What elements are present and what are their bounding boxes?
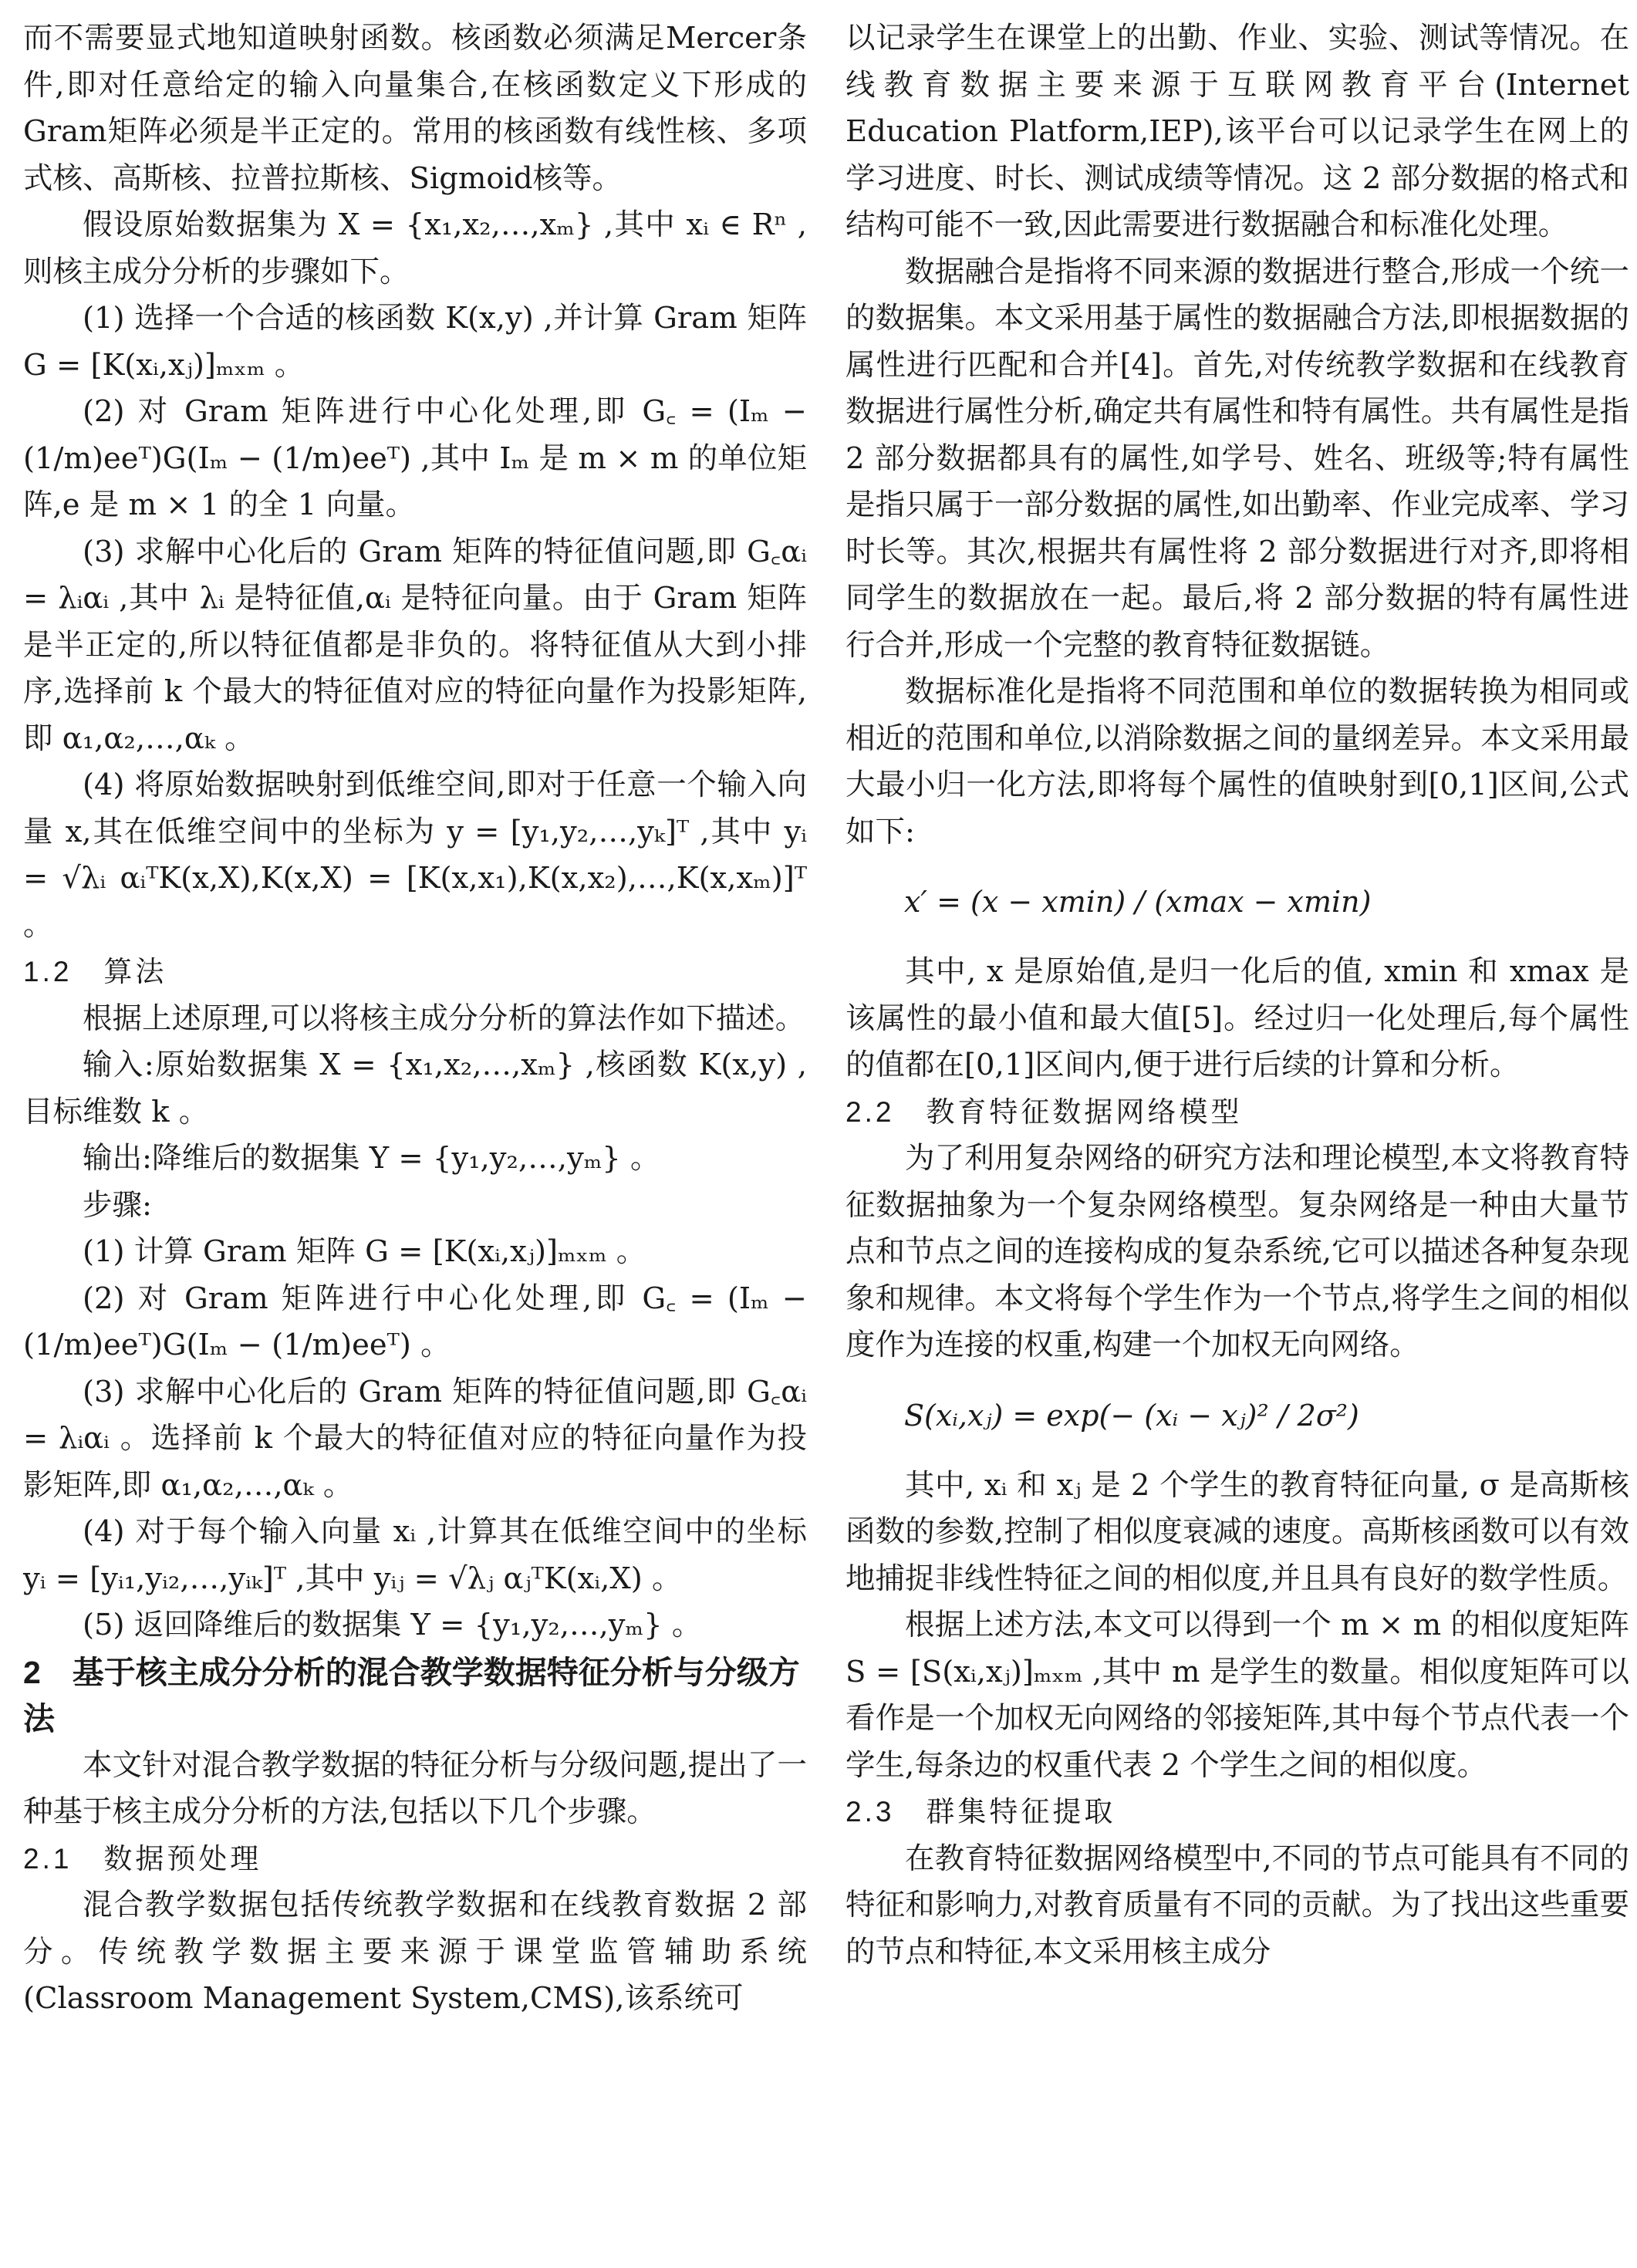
section-heading-2-2: 2.2 教育特征数据网络模型: [846, 1095, 1243, 1128]
section-heading-2: 2 基于核主成分分析的混合教学数据特征分析与分级方法: [23, 1654, 800, 1736]
network-model-paragraph: 为了利用复杂网络的研究方法和理论模型,本文将教育特征数据抽象为一个复杂网络模型。复杂网络是一种由大量节点和节点之间的连接构成的复杂系统,它可以描述各种复杂现象和规律。本文将每个学生作为一个节点,将学生之间的相似度作为连接的权重,构建一个加权无向网络。: [846, 1141, 1629, 1362]
algorithm-output: 输出:降维后的数据集 Y = {y₁,y₂,…,yₘ} 。: [83, 1141, 660, 1176]
left-paragraph-2: 假设原始数据集为 X = {x₁,x₂,…,xₘ} ,其中 xᵢ ∈ Rⁿ ,则核主成分分析的步骤如下。: [23, 208, 807, 289]
similarity-matrix-paragraph: 根据上述方法,本文可以得到一个 m × m 的相似度矩阵 S = [S(xᵢ,xⱼ)]ₘₓₘ ,其中 m 是学生的数量。相似度矩阵可以看作是一个加权无向网络的邻接矩阵,其中每个节点代表一个学生,每条边的权重代表 2 个学生之间的相似度。: [846, 1608, 1629, 1783]
normalization-explanation: 其中, x 是原始值,是归一化后的值, xmin 和 xmax 是该属性的最小值和最大值[5]。经过归一化处理后,每个属性的值都在[0,1]区间内,便于进行后续的计算和分析。: [846, 954, 1629, 1082]
left-column: [23, 15, 807, 2023]
left-step-2: (2) 对 Gram 矩阵进行中心化处理,即 G꜀ = (Iₘ − (1/m)eeᵀ)G(Iₘ − (1/m)eeᵀ) ,其中 Iₘ 是 m × m 的单位矩阵,e 是 m × 1 的全 1 向量。: [23, 394, 807, 522]
normalization-formula: [846, 856, 1629, 949]
left-paragraph-1: 而不需要显式地知道映射函数。核函数必须满足Mercer条件,即对任意给定的输入向量集合,在核函数定义下形成的Gram矩阵必须是半正定的。常用的核函数有线性核、多项式核、高斯核、拉普拉斯核、Sigmoid核等。: [23, 21, 807, 196]
section-heading-2-1: 2.1 数据预处理: [23, 1842, 262, 1875]
section-heading-2-3: 2.3 群集特征提取: [846, 1796, 1116, 1828]
algorithm-step-5: (5) 返回降维后的数据集 Y = {y₁,y₂,…,yₘ} 。: [83, 1608, 702, 1642]
right-paragraph-1: 以记录学生在课堂上的出勤、作业、实验、测试等情况。在线教育数据主要来源于互联网教育平台(Internet Education Platform,IEP),该平台可以记录学生在网上的学习进度、时长、测试成绩等情况。这 2 部分数据的格式和结构可能不一致,因此需要进行数据融合和标准化处理。: [846, 21, 1629, 242]
right-column: [846, 15, 1629, 1976]
left-step-1: (1) 选择一个合适的核函数 K(x,y) ,并计算 Gram 矩阵 G = [K(xᵢ,xⱼ)]ₘₓₘ 。: [23, 301, 807, 383]
algorithm-steps-label: 步骤:: [83, 1187, 152, 1223]
left-algorithm-intro: 根据上述原理,可以将核主成分分析的算法作如下描述。: [83, 1001, 805, 1036]
algorithm-input: 输入:原始数据集 X = {x₁,x₂,…,xₘ} ,核函数 K(x,y) ,目标维数 k 。: [23, 1048, 807, 1129]
data-fusion-paragraph: 数据融合是指将不同来源的数据进行整合,形成一个统一的数据集。本文采用基于属性的数据融合方法,即根据数据的属性进行匹配和合并[4]。首先,对传统教学数据和在线教育数据进行属性分析,确定共有属性和特有属性。共有属性是指 2 部分数据都具有的属性,如学号、姓名、班级等;特有属性是指只属于一部分数据的属性,如出勤率、作业完成率、学习时长等。其次,根据共有属性将 2 部分数据进行对齐,即将相同学生的数据放在一起。最后,将 2 部分数据的特有属性进行合并,形成一个完整的教育特征数据链。: [846, 254, 1629, 663]
algorithm-step-2: (2) 对 Gram 矩阵进行中心化处理,即 G꜀ = (Iₘ − (1/m)eeᵀ)G(Iₘ − (1/m)eeᵀ) 。: [23, 1281, 807, 1362]
section-2-intro: 本文针对混合教学数据的特征分析与分级问题,提出了一种基于核主成分分析的方法,包括以下几个步骤。: [23, 1747, 807, 1829]
data-normalization-paragraph: 数据标准化是指将不同范围和单位的数据转换为相同或相近的范围和单位,以消除数据之间的量纲差异。本文采用最大最小归一化方法,即将每个属性的值映射到[0,1]区间,公式如下:: [846, 674, 1629, 849]
data-preprocessing-paragraph: 混合教学数据包括传统教学数据和在线教育数据 2 部分。传统教学数据主要来源于课堂监管辅助系统(Classroom Management System,CMS),该系统可: [23, 1888, 807, 2016]
algorithm-step-1: (1) 计算 Gram 矩阵 G = [K(xᵢ,xⱼ)]ₘₓₘ 。: [83, 1234, 646, 1269]
algorithm-step-3: (3) 求解中心化后的 Gram 矩阵的特征值问题,即 G꜀αᵢ = λᵢαᵢ 。选择前 k 个最大的特征值对应的特征向量作为投影矩阵,即 α₁,α₂,…,αₖ 。: [23, 1374, 807, 1503]
normalization-formula-text: x′ = (x − xmin) / (xmax − xmin): [904, 885, 1372, 920]
similarity-formula-text: S(xᵢ,xⱼ) = exp(− (xᵢ − xⱼ)² / 2σ²): [904, 1398, 1359, 1433]
left-step-4: (4) 将原始数据映射到低维空间,即对于任意一个输入向量 x,其在低维空间中的坐标为 y = [y₁,y₂,…,yₖ]ᵀ ,其中 yᵢ = √λᵢ αᵢᵀK(x,X),K(x,X) = [K(x,x₁),K(x,x₂),…,K(x,xₘ)]ᵀ 。: [23, 768, 807, 943]
left-step-3: (3) 求解中心化后的 Gram 矩阵的特征值问题,即 G꜀αᵢ = λᵢαᵢ ,其中 λᵢ 是特征值,αᵢ 是特征向量。由于 Gram 矩阵是半正定的,所以特征值都是非负的。将特征值从大到小排序,选择前 k 个最大的特征值对应的特征向量作为投影矩阵,即 α₁,α₂,…,αₖ 。: [23, 534, 807, 756]
algorithm-step-4: (4) 对于每个输入向量 xᵢ ,计算其在低维空间中的坐标 yᵢ = [yᵢ₁,yᵢ₂,…,yᵢₖ]ᵀ ,其中 yᵢⱼ = √λⱼ αⱼᵀK(xᵢ,X) 。: [23, 1514, 807, 1596]
cluster-feature-paragraph: 在教育特征数据网络模型中,不同的节点可能具有不同的特征和影响力,对教育质量有不同的贡献。为了找出这些重要的节点和特征,本文采用核主成分: [846, 1841, 1629, 1969]
gaussian-kernel-paragraph: 其中, xᵢ 和 xⱼ 是 2 个学生的教育特征向量, σ 是高斯核函数的参数,控制了相似度衰减的速度。高斯核函数可以有效地捕捉非线性特征之间的相似度,并且具有良好的数学性质。: [846, 1467, 1629, 1596]
section-heading-1-2: 1.2 算法: [23, 956, 167, 987]
similarity-formula: [846, 1369, 1629, 1463]
